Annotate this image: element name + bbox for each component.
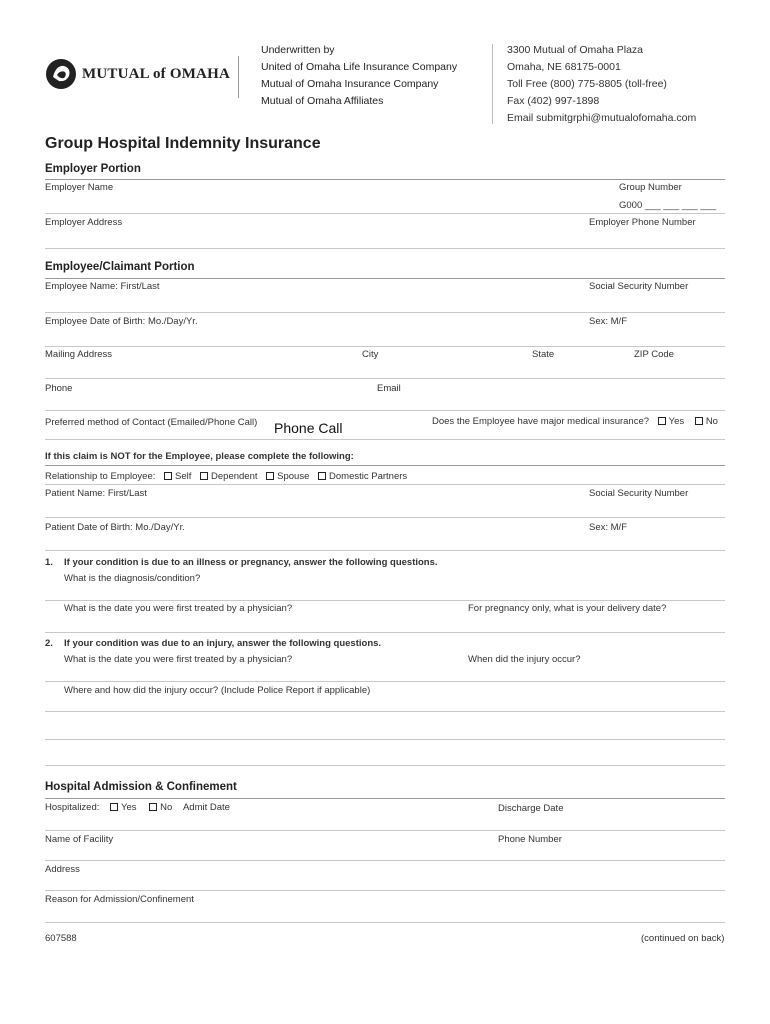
q2-heading: If your condition was due to an injury, answer the following questions.: [64, 638, 382, 649]
hospitalized-label: Hospitalized:: [45, 802, 100, 813]
q1-date-field[interactable]: [45, 632, 725, 633]
employee-dob-field[interactable]: [45, 346, 725, 347]
divider: [45, 278, 725, 279]
facility-field[interactable]: [45, 860, 725, 861]
address-line: Toll Free (800) 775-8805 (toll-free): [507, 78, 667, 90]
employer-address-field[interactable]: [45, 248, 725, 249]
q1-date-label: What is the date you were first treated by a physician?: [64, 603, 293, 614]
employer-name-field[interactable]: [45, 213, 725, 214]
employer-address-label: Employer Address: [45, 217, 123, 228]
self-checkbox[interactable]: [164, 472, 172, 480]
divider: [45, 798, 725, 799]
no-label: No: [705, 416, 718, 427]
yes-label: Yes: [121, 802, 137, 813]
contact-method-label: Preferred method of Contact (Emailed/Phone Call): [45, 417, 258, 428]
domestic-partners-label: Domestic Partners: [329, 471, 408, 482]
reason-label: Reason for Admission/Confinement: [45, 894, 194, 905]
address-line: 3300 Mutual of Omaha Plaza: [507, 44, 643, 56]
hospital-heading: Hospital Admission & Confinement: [45, 781, 237, 793]
header-divider: [238, 56, 239, 98]
q1-heading: If your condition is due to an illness or pregnancy, answer the following questions.: [64, 557, 438, 568]
phone-label: Phone: [45, 383, 73, 394]
email-label: Email: [377, 383, 401, 394]
form-title: Group Hospital Indemnity Insurance: [45, 135, 321, 152]
divider: [45, 179, 725, 180]
discharge-date-label: Discharge Date: [498, 803, 564, 814]
admit-date-field[interactable]: [45, 830, 725, 831]
patient-name-label: Patient Name: First/Last: [45, 488, 147, 499]
no-label: No: [160, 802, 173, 813]
patient-ssn-label: Social Security Number: [589, 488, 689, 499]
employer-heading: Employer Portion: [45, 163, 141, 175]
form-number: 607588: [45, 933, 77, 944]
continued-note: (continued on back): [641, 933, 725, 944]
q2-where-field-1[interactable]: [45, 711, 725, 712]
employer-name-label: Employer Name: [45, 182, 114, 193]
lion-logo-icon: [44, 57, 78, 91]
hospitalized-no-checkbox[interactable]: [149, 803, 157, 811]
employee-dob-label: Employee Date of Birth: Mo./Day/Yr.: [45, 316, 198, 327]
q2-date-label: What is the date you were first treated by a physician?: [64, 654, 293, 665]
email-line: Email submitgrphi@mutualofomaha.com: [507, 112, 697, 124]
q2-date-field[interactable]: [45, 681, 725, 682]
hospitalized-row: [45, 802, 230, 813]
employee-name-field[interactable]: [45, 312, 725, 313]
patient-sex-label: Sex: M/F: [589, 522, 628, 533]
q2-where-field-2[interactable]: [45, 739, 725, 740]
employee-name-label: Employee Name: First/Last: [45, 281, 160, 292]
q2-where-field-3[interactable]: [45, 765, 725, 766]
q1-pregnancy-label: For pregnancy only, what is your delivery date?: [468, 603, 667, 614]
employee-sex-label: Sex: M/F: [589, 316, 628, 327]
major-medical-question: [432, 416, 718, 427]
spouse-label: Spouse: [277, 471, 310, 482]
divider: [45, 465, 725, 466]
patient-dob-label: Patient Date of Birth: Mo./Day/Yr.: [45, 522, 185, 533]
q2-where-label: Where and how did the injury occur? (Include Police Report if applicable): [64, 685, 371, 696]
underwritten-line: United of Omaha Life Insurance Company: [261, 61, 458, 73]
city-label: City: [362, 349, 379, 360]
admit-date-label: Admit Date: [182, 802, 230, 813]
group-number-label: Group Number: [619, 182, 682, 193]
underwritten-block: [261, 42, 457, 110]
q2-number: 2.: [45, 638, 53, 649]
facility-label: Name of Facility: [45, 834, 114, 845]
header-divider-2: [492, 44, 493, 124]
mailing-address-field[interactable]: [45, 378, 725, 379]
patient-dob-field[interactable]: [45, 550, 725, 551]
yes-label: Yes: [668, 416, 685, 427]
employee-heading: Employee/Claimant Portion: [45, 261, 195, 273]
major-medical-label: Does the Employee have major medical insurance?: [432, 416, 650, 427]
facility-address-label: Address: [45, 864, 80, 875]
underwritten-line: Mutual of Omaha Insurance Company: [261, 78, 439, 90]
dependent-checkbox[interactable]: [200, 472, 208, 480]
underwritten-line: Mutual of Omaha Affiliates: [261, 95, 384, 107]
major-medical-yes-checkbox[interactable]: [658, 417, 666, 425]
not-employee-heading: If this claim is NOT for the Employee, please complete the following:: [45, 451, 354, 462]
hospitalized-yes-checkbox[interactable]: [110, 803, 118, 811]
q1-diagnosis-field[interactable]: [45, 600, 725, 601]
q2-when-label: When did the injury occur?: [468, 654, 581, 665]
patient-name-field[interactable]: [45, 517, 725, 518]
q1-diagnosis-label: What is the diagnosis/condition?: [64, 573, 201, 584]
zip-label: ZIP Code: [634, 349, 674, 360]
phone-field[interactable]: [45, 410, 725, 411]
major-medical-no-checkbox[interactable]: [695, 417, 703, 425]
employer-phone-label: Employer Phone Number: [589, 217, 696, 228]
self-label: Self: [175, 471, 192, 482]
relationship-row: [45, 471, 407, 482]
facility-address-field[interactable]: [45, 890, 725, 891]
contact-method-input[interactable]: Phone Call: [274, 420, 343, 436]
logo: [44, 57, 230, 93]
q1-number: 1.: [45, 557, 53, 568]
dependent-label: Dependent: [211, 471, 258, 482]
state-label: State: [532, 349, 555, 360]
divider: [45, 484, 725, 485]
contact-method-field[interactable]: [45, 439, 400, 440]
relationship-label: Relationship to Employee:: [45, 471, 156, 482]
domestic-partners-checkbox[interactable]: [318, 472, 326, 480]
mailing-address-label: Mailing Address: [45, 349, 113, 360]
divider: [400, 439, 725, 440]
underwritten-line: Underwritten by: [261, 44, 335, 56]
address-line: Fax (402) 997-1898: [507, 95, 600, 107]
reason-field[interactable]: [45, 922, 725, 923]
facility-phone-label: Phone Number: [498, 834, 562, 845]
address-block: [507, 42, 696, 127]
address-line: Omaha, NE 68175-0001: [507, 61, 621, 73]
logo-wordmark: MUTUAL of OMAHA: [82, 66, 230, 82]
spouse-checkbox[interactable]: [266, 472, 274, 480]
employee-ssn-label: Social Security Number: [589, 281, 689, 292]
group-number-value: G000 ___ ___ ___ ___: [619, 200, 717, 211]
